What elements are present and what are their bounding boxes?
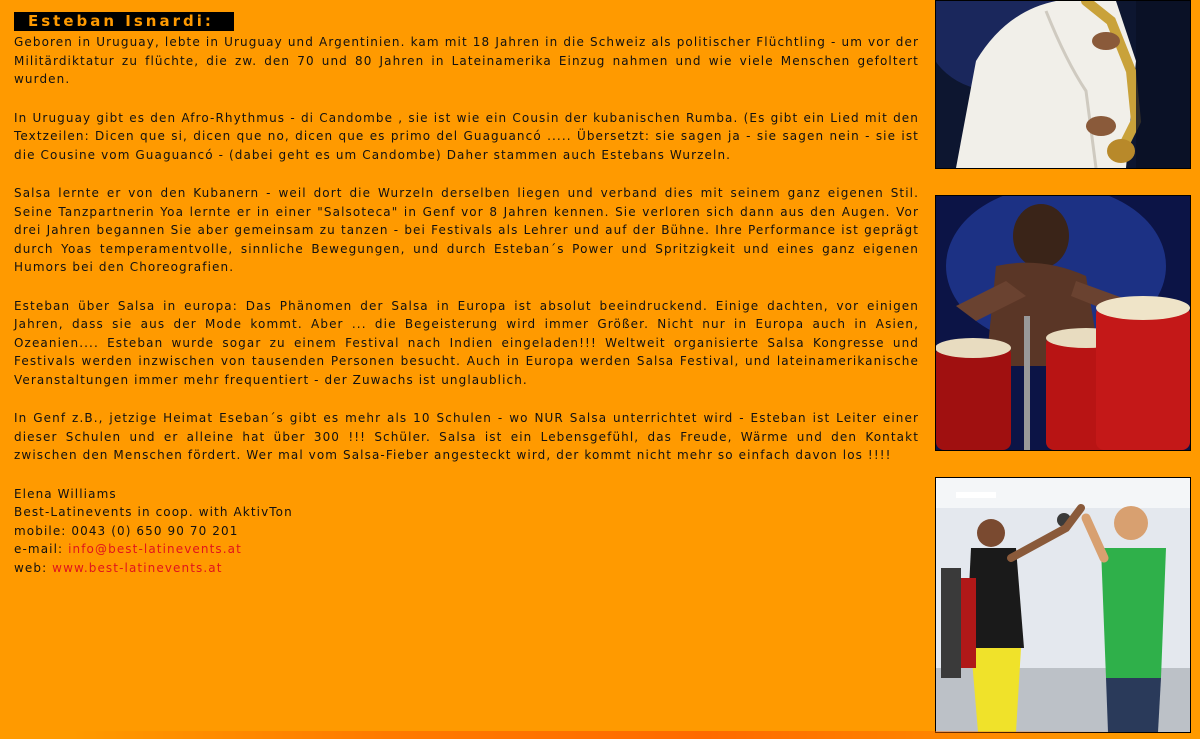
paragraph: Esteban über Salsa in europa: Das Phänomen der Salsa in Europa ist absolut beeindruckend. Einige dachten, vor einigen Jahren, dass sie aus der Mode kommt. Aber ... die Begeisterung wird immer Größer. Nicht nur in Europa auch in Asien, Ozeanien.... Esteban wurde sogar zu einem Festival nach Indien eingeladen!!! Weltweit organisierte Salsa Kongresse und Festivals werden inzwischen von tausenden Personen besucht. Auch in Europa werden Salsa Festival, und lateinamerikanische Veranstaltungen immer mehr frequentiert - der Zuwachs ist unglaublich. [14,298,919,387]
web-label: web: [14,560,53,575]
email-label: e-mail: [14,542,69,556]
photo-salsa-dancers [935,477,1191,733]
paragraph: In Uruguay gibt es den Afro-Rhythmus - di Candombe , sie ist wie ein Cousin der kubanischen Rumba. (Es gibt ein Lied mit den Textzeilen: Dicen que si, dicen que no, dicen que es primo del Guaguancó ..... Übersetzt: sie sagen ja - sie sagen nein - sie ist die Cousine vom Guaguancó - (dabei geht es um Candombe) Daher stammen auch Estebans Wurzeln. [14,110,919,162]
contact-name: Elena Williams [14,486,117,501]
bottom-glow-divider [70,731,1130,739]
photo-conga-drummer [935,195,1191,451]
conga-drummer-image [936,196,1190,450]
paragraph: Geboren in Uruguay, lebte in Uruguay und Argentinien. kam mit 18 Jahren in die Schweiz als politischer Flüchtling - um vor der Militärdiktatur zu flüchte, die zw. den 70 und 80 Jahren in Lateinamerika Einzug nahmen und wie viele Menschen gefoltert wurden. [14,35,919,86]
web-link[interactable]: www.best-latinevents.at [52,560,223,575]
paragraph: Salsa lernte er von den Kubanern - weil dort die Wurzeln derselben liegen und verband dies mit seinem ganz eigenen Stil. Seine Tanzpartnerin Yoa lernte er in einer "Salsoteca" in Genf vor 8 Jahren kennen. Sie verloren sich dann aus den Augen. Vor drei Jahren begannen Sie aber gemeinsam zu tanzen - bei Festivals als Lehrer und auf der Bühne. Ihre Performance ist geprägt durch Yoas temperamentvolle, sinnliche Bewegungen, und durch Esteban´s Power und Spritzigkeit und eines ganz eigenen Humors bei den Choreografien. [14,186,919,274]
saxophone-player-image [936,1,1190,168]
paragraph: In Genf z.B., jetzige Heimat Eseban´s gibt es mehr als 10 Schulen - wo NUR Salsa unterrichtet wird - Esteban ist Leiter einer dieser Schulen und er alleine hat über 300 !!! Schüler. Salsa ist ein Lebensgefühl, das Freude, Wärme und den Kontakt zwischen den Menschen fördert. Wer mal vom Salsa-Fieber angesteckt wird, der kommt nicht mehr so einfach davon los !!!! [14,411,919,462]
contact-mobile: mobile: 0043 (0) 650 90 70 201 [14,523,239,538]
salsa-dancers-image [936,478,1190,732]
article-body [14,33,919,577]
contact-block [14,485,919,578]
photo-saxophone-player [935,0,1191,169]
contact-company: Best-Latinevents in coop. with AktivTon [14,505,293,519]
contact-web-row [14,559,919,578]
contact-email-row [14,540,919,559]
email-link[interactable]: info@best-latinevents.at [68,542,242,556]
page-title: Esteban Isnardi: [14,12,234,31]
